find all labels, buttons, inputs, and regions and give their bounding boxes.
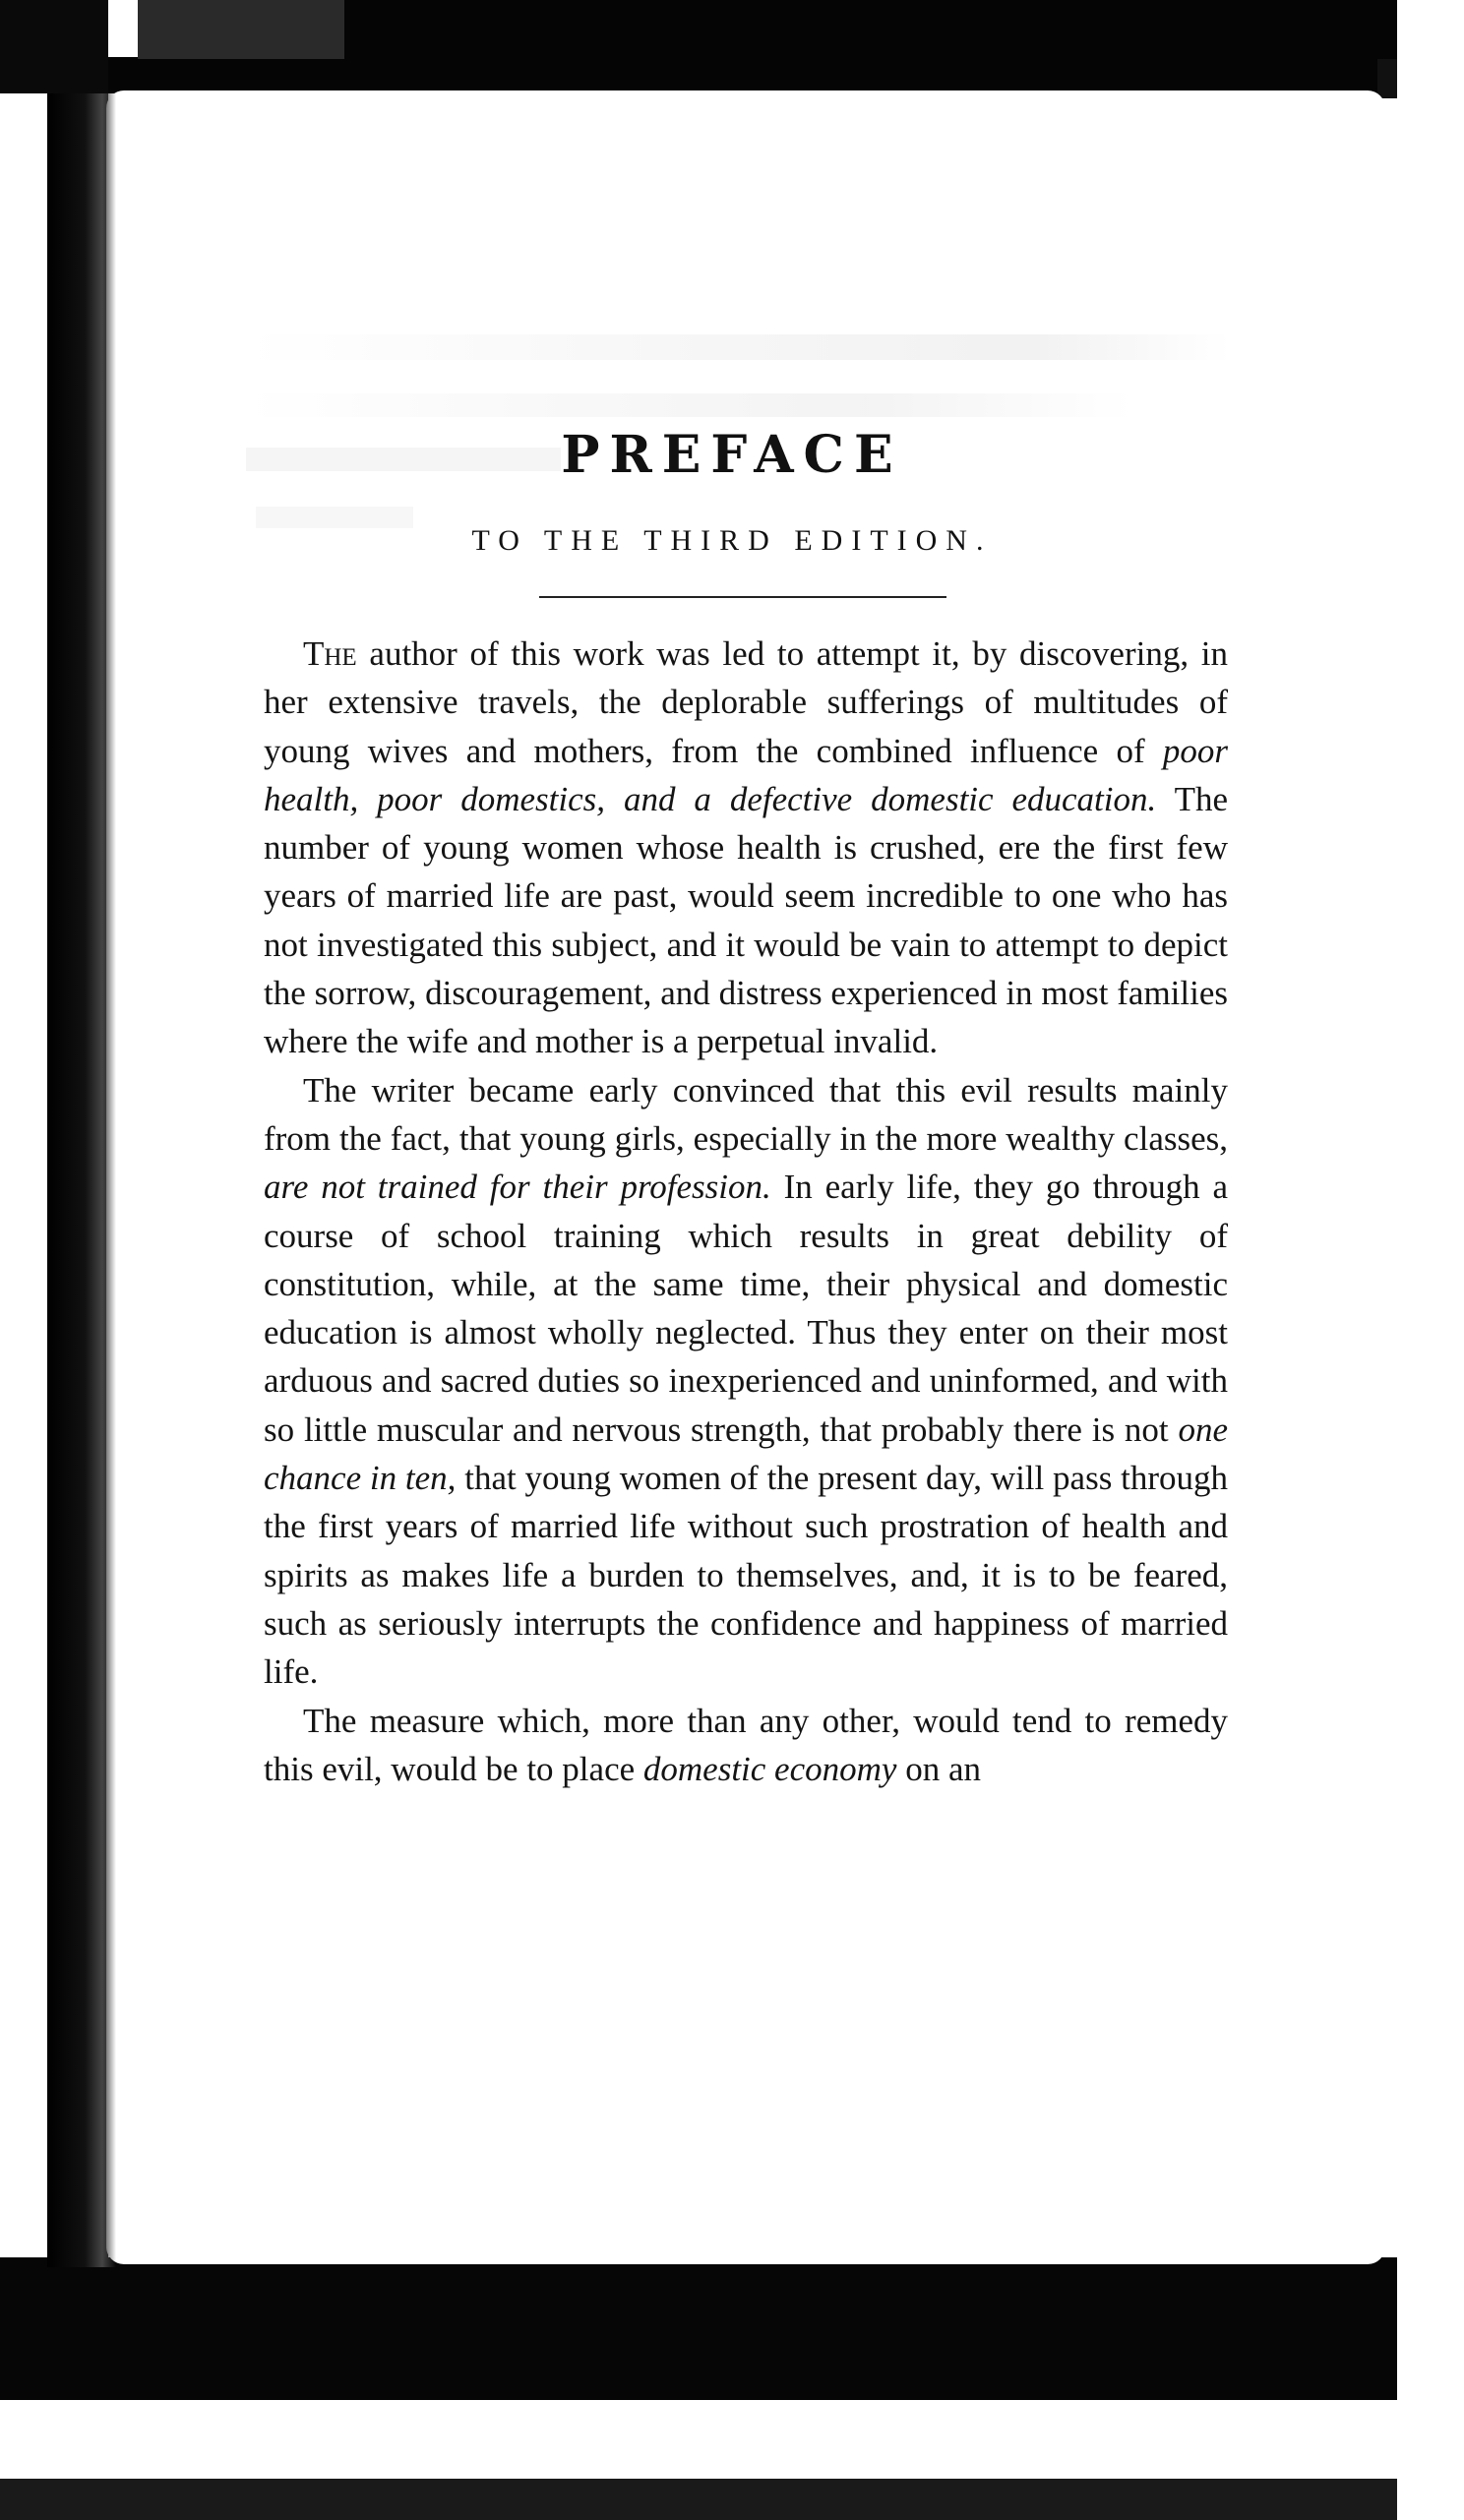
scan-border-bottom-band: [0, 2479, 1464, 2520]
text-run: In early life, they go through a course of school training which results in great debility of constitution, while, at the same time, their physical and domestic education is almost wholly neglected. Thus they enter on their most arduous and sacred duties so inexperienced and uninformed, and with so little muscular and nervous strength, that probably there is not: [264, 1168, 1228, 1449]
text-run: on an: [896, 1749, 981, 1788]
emphasized-text: domestic economy: [642, 1749, 897, 1788]
page-gutter-shadow: [47, 93, 116, 2267]
bleed-through-mark: [246, 393, 1131, 417]
emphasized-text: poor health, poor domestics, and a defective domestic education.: [264, 731, 1228, 818]
bleed-through-mark: [246, 334, 1230, 360]
lead-word: The: [303, 634, 357, 673]
scan-border-right-mark: [1377, 59, 1397, 98]
emphasized-text: one chance in ten,: [264, 1410, 1228, 1498]
text-run: The measure which, more than any other, would tend to remedy this evil, would be to place: [264, 1701, 1228, 1788]
scan-border-top-notch: [138, 0, 344, 59]
text-run: author of this work was led to attempt it, by discovering, in her extensive travels, the deplorable sufferings of multitudes of young wives and mothers, from the combined influence of: [264, 634, 1228, 770]
emphasized-text: are not trained for their profession.: [264, 1168, 771, 1207]
body-paragraph: [264, 1697, 1228, 1794]
body-paragraph: [264, 630, 1228, 1066]
preface-body: [264, 630, 1228, 1793]
text-run: that young women of the present day, will pass through the first years of married life without such prostration of health and spirits as makes life a burden to themselves, and, it is to be feared, such as seriously interrupts the confidence and happiness of married life.: [264, 1459, 1228, 1692]
page-title: PREFACE: [561, 425, 903, 485]
title-divider: [539, 596, 946, 598]
body-paragraph: [264, 1066, 1228, 1697]
text-run: The number of young women whose health is crushed, ere the first few years of married life are past, would seem incredible to one who has not investigated this subject, and it would be vain to attempt to depict the sorrow, discouragement, and distress experienced in most families where the wife and mother is a perpetual invalid.: [264, 779, 1228, 1061]
text-run: The writer became early convinced that this evil results mainly from the fact, that young girls, especially in the more wealthy classes,: [264, 1070, 1228, 1158]
scan-border-right: [1397, 0, 1464, 2520]
page-subtitle: TO THE THIRD EDITION.: [471, 524, 993, 557]
